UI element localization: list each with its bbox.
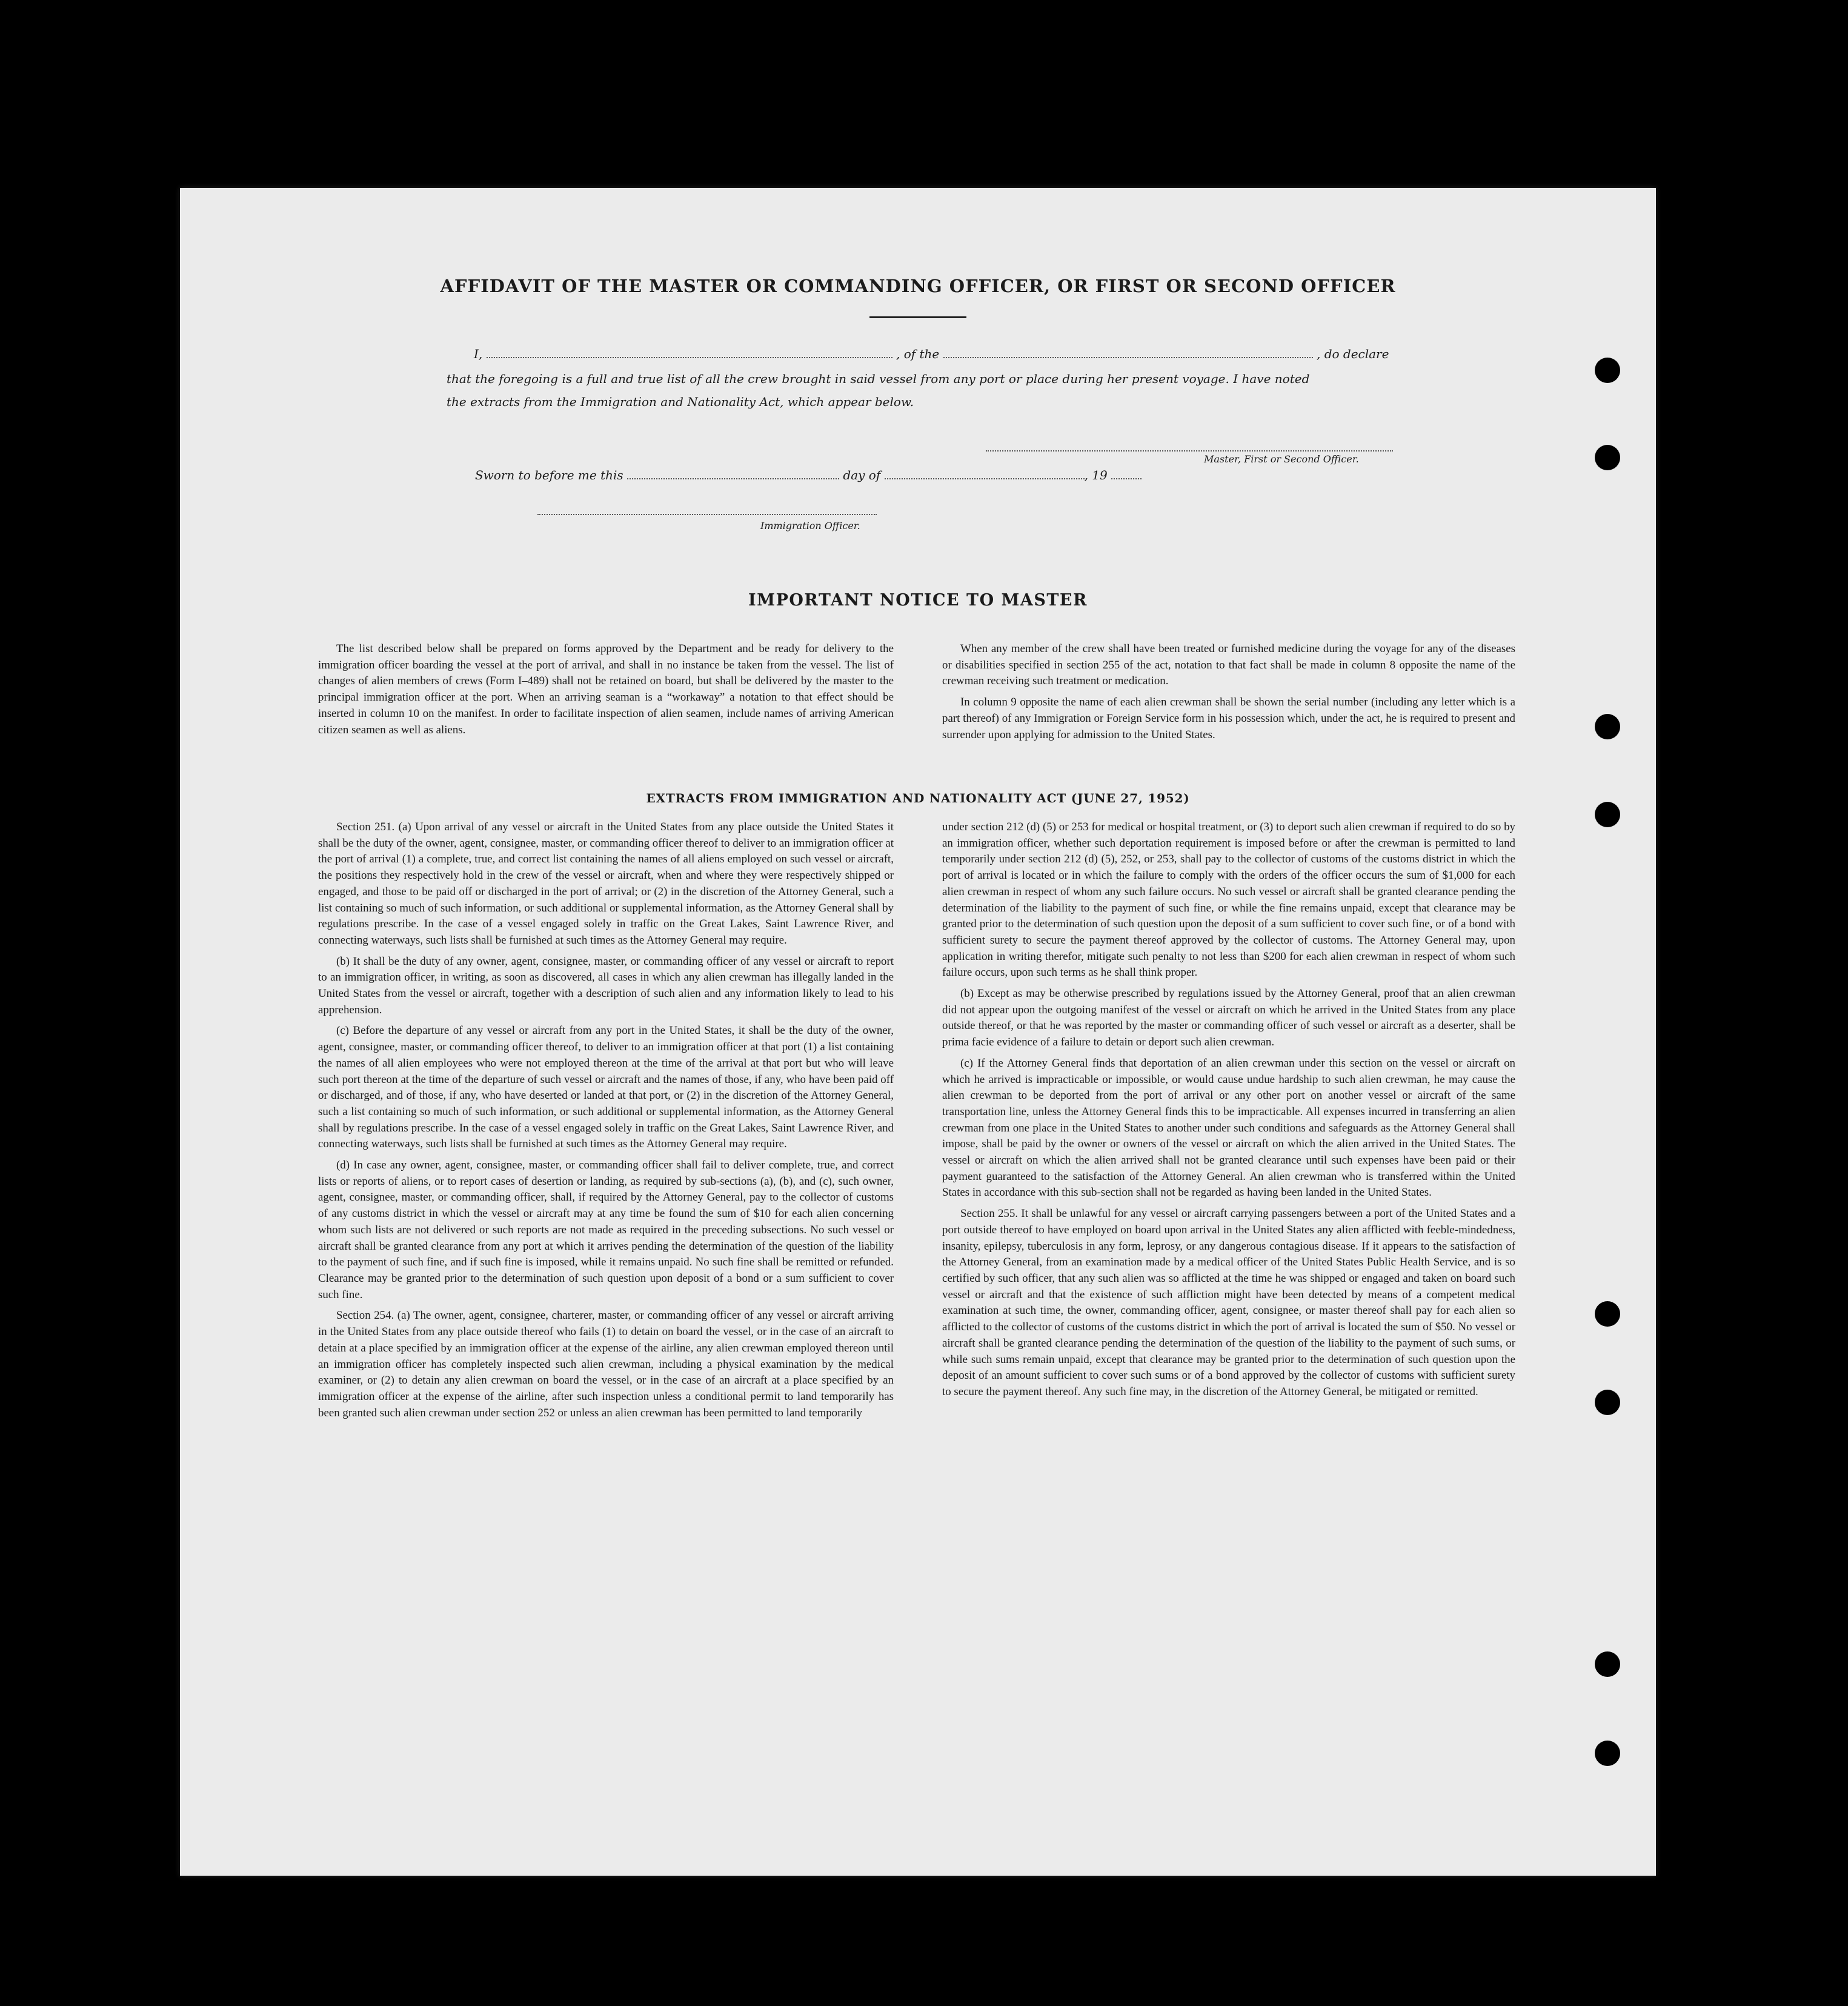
section-251-a: Section 251. (a) Upon arrival of any vessel or aircraft in the United States from any place outside the United States it shall be the duty of the owner, agent, consignee, master, or commanding officer thereof to deliver to an immigration officer at the port of arrival (1) a complete, true, and correct list containing the names of all aliens employed on such vessel or aircraft, the positions they respectively hold in the crew of the vessel or aircraft, when and where they were respectively shipped or engaged, and those to be paid off or discharged in the port of arrival; or (2) in the discretion of the Attorney General, such a list containing so much of such information, or such additional or supplemental information, as the Attorney General shall by regulations prescribe. In the case of a vessel engaged solely in traffic on the Great Lakes, Saint Lawrence River, and connecting waterways, such lists shall be furnished at such times as the Attorney General may require. — [318, 821, 894, 947]
notice-right-paragraph-2: In column 9 opposite the name of each alien crewman shall be shown the serial number (including any letter which is a part thereof) of any Immigration or Foreign Service form in his possession which, under the act, he is required to present and surrender upon applying for admission to the United States. — [942, 696, 1515, 741]
name-blank[interactable] — [487, 346, 892, 358]
notice-left-paragraph: The list described below shall be prepared on forms approved by the Department and be ready for delivery to the immigration officer boarding the vessel at the port of arrival, and shall in no instance be taken from the vessel. The list of changes of alien members of crews (Form I–489) shall not be retained on board, but shall be delivered by the master to the principal immigration officer at the port. When an arriving seaman is a “workaway” a notation to that effect should be inserted in column 10 on the manifest. In order to facilitate inspection of alien seamen, include names of arriving American citizen seamen as well as aliens. — [318, 642, 894, 736]
master-signature-label: Master, First or Second Officer. — [1204, 453, 1359, 465]
sworn-day-blank[interactable] — [627, 467, 839, 479]
section-251-b: (b) It shall be the duty of any owner, agent, consignee, master, or commanding officer of any vessel or aircraft to report to an immigration officer, in writing, as soon as discovered, all cases in which any alien crewman has illegally landed in the United States from the vessel or aircraft, together with a description of such alien and any information likely to lead to his apprehension. — [318, 955, 894, 1016]
declaration-line-1: that the foregoing is a full and true list of all the crew brought in said vessel from any port or place during her present voyage. I have noted — [447, 372, 1310, 386]
extracts-right-column — [942, 819, 1515, 1401]
day-of-label: day of — [843, 468, 881, 482]
sworn-label: Sworn to before me this — [475, 468, 623, 482]
section-254-c: (c) If the Attorney General finds that deportation of an alien crewman under this section on the vessel or aircraft on which he arrived is impracticable or impossible, or would cause undue hardship to such alien crewman, he may cause the alien crewman to be deported from the port of arrival or any other port on another vessel or aircraft of the same transportation line, unless the Attorney General finds this to be impracticable. All expenses incurred in transferring an alien crewman from one place in the United States to another under such conditions and safeguards as the Attorney General shall impose, shall be paid by the owner or owners of the vessel or aircraft on which the alien arrived in the United States. The vessel or aircraft on which the alien arrived shall not be granted clearance until such expenses have been paid or their payment guaranteed to the satisfaction of the Attorney General. An alien crewman who is transferred within the United States in accordance with this sub-section shall not be regarded as having been landed in the United States. — [942, 1056, 1515, 1199]
affidavit-title: AFFIDAVIT OF THE MASTER OR COMMANDING OFFICER, OR FIRST OR SECOND OFFICER — [440, 276, 1396, 296]
declaration-line-2: the extracts from the Immigration and Nationality Act, which appear below. — [447, 395, 914, 409]
of-the-label: , of the — [896, 347, 940, 361]
do-declare-label: , do declare — [1316, 347, 1389, 361]
document-page — [180, 188, 1656, 1876]
notice-left-column — [318, 641, 894, 738]
immigration-officer-label: Immigration Officer. — [760, 520, 860, 531]
punch-hole — [1595, 1651, 1620, 1677]
section-254-a: Section 254. (a) The owner, agent, consignee, charterer, master, or commanding officer of any vessel or aircraft arriving in the United States from any place outside thereof who fails (1) to detain on board the vessel, or in the case of an aircraft to detain at a place specified by an immigration officer at the expense of the airline, any alien crewman employed thereon until an immigration officer has completely inspected such alien crewman, including a physical examination by the medical examiner, or (2) to detain any alien crewman on board the vessel, or in the case of an aircraft at a place specified by an immigration officer at the expense of the airline, after such inspection unless a conditional permit to land temporarily has been granted such alien crewman under section 252 or unless an alien crewman has been permitted to land temporarily — [318, 1309, 894, 1419]
section-254-b: (b) Except as may be otherwise prescribed by regulations issued by the Attorney General, proof that an alien crewman did not appear upon the outgoing manifest of the vessel or aircraft on which he arrived in the United States from any place outside thereof, or that he was reported by the master or commanding officer of such vessel or aircraft as a deserter, shall be prima facie evidence of a failure to detain or deport such alien crewman. — [942, 987, 1515, 1049]
notice-title: IMPORTANT NOTICE TO MASTER — [748, 591, 1088, 610]
extracts-left-column — [318, 819, 894, 1421]
section-255: Section 255. It shall be unlawful for any vessel or aircraft carrying passengers between a port of the United States and a port outside thereof to have employed on board upon arrival in the United States any alien afflicted with feeble-mindedness, insanity, epilepsy, tuberculosis in any form, leprosy, or any dangerous contagious disease. If it appears to the satisfaction of the Attorney General, from an examination made by a medical officer of the United States Public Health Service, and is so certified by such officer, that any such alien was so afflicted at the time he was shipped or engaged and taken on board such vessel or aircraft and that the existence of such affliction might have been detected by means of a competent medical examination at such time, the owner, commanding officer, agent, consignee, or master thereof shall pay for each alien so afflicted to the collector of customs of the customs district in which the port of arrival is located the sum of $50. No vessel or aircraft shall be granted clearance pending the determination of the question of the liability to the payment of such sums, or while such sums remain unpaid, except that clearance may be granted prior to the determination of such question upon the deposit of an amount sufficient to cover such sums or of a bond approved by the collector of customs with sufficient surety to secure the payment thereof. Any such fine may, in the discretion of the Attorney General, be mitigated or remitted. — [942, 1207, 1515, 1398]
punch-hole — [1595, 358, 1620, 383]
sworn-line — [475, 464, 1263, 487]
sworn-year-blank[interactable] — [1111, 467, 1142, 479]
section-254-a-continued: under section 212 (d) (5) or 253 for medical or hospital treatment, or (3) to deport such alien crewman if required to do so by an immigration officer, whether such deportation requirement is imposed before or after the crewman is permitted to land temporarily under section 212 (d) (5), 252, or 253, shall pay to the collector of customs of the customs district in which the port of arrival is located or in which the failure to comply with the orders of the officer occurs the sum of $1,000 for each alien crewman in respect of whom any such failure occurs. No such vessel or aircraft shall be granted clearance pending the determination of the liability to the payment of such fine, or while the fine remains unpaid, except that clearance may be granted prior to the determination of such question upon the deposit of a sum sufficient to cover such fine, or of a bond with sufficient surety to secure the payment thereof approved by the collector of customs. The Attorney General may, upon application in writing therefor, mitigate such penalty to not less than $200 for each alien crewman in respect of whom such failure occurs, upon such terms as he shall think proper. — [942, 821, 1515, 979]
vessel-blank[interactable] — [943, 346, 1313, 358]
i-label: I, — [474, 347, 483, 361]
sworn-month-blank[interactable] — [885, 467, 1085, 479]
declaration-fill-line — [474, 342, 1504, 365]
section-251-c: (c) Before the departure of any vessel or aircraft from any port in the United States, it shall be the duty of the owner, agent, consignee, master, or commanding officer thereof, to deliver to an immigration officer at that port (1) a list containing the names of all alien employees who were not employed thereon at the time of the arrival at that port but who will leave such port thereon at the time of the departure of such vessel or aircraft and the names of those, if any, who have been paid off or discharged, and of those, if any, who have deserted or landed at that port, or (2) in the discretion of the Attorney General, such a list containing so much of such information, or such additional or supplemental information, as the Attorney General shall by regulations prescribe. In the case of a vessel engaged solely in traffic on the Great Lakes, Saint Lawrence River, and connecting waterways, such lists shall be furnished at such times as the Attorney General may require. — [318, 1024, 894, 1151]
punch-hole — [1595, 714, 1620, 739]
punch-hole — [1595, 445, 1620, 470]
notice-right-paragraph-1: When any member of the crew shall have been treated or furnished medicine during the voyage for any of the diseases or disabilities specified in section 255 of the act, notation to that fact shall be made in column 8 opposite the name of the crewman receiving such treatment or medication. — [942, 642, 1515, 688]
title-rule — [869, 316, 966, 318]
notice-right-column — [942, 641, 1515, 743]
year-label: , 19 — [1084, 468, 1108, 482]
immigration-officer-signature-line[interactable] — [537, 514, 877, 515]
section-251-d: (d) In case any owner, agent, consignee, master, or commanding officer shall fail to deliver complete, true, and correct lists or reports of aliens, or to report cases of desertion or landing, as required by sub-sections (a), (b), and (c), such owner, agent, consignee, master, or commanding officer, shall, if required by the Attorney General, pay to the collector of customs of any customs district in which the vessel or aircraft may at any time be found the sum of $10 for each alien concerning whom such lists are not delivered or such reports are not made as required in the preceding subsections. No such vessel or aircraft shall be granted clearance from any port at which it arrives pending the determination of the question of the liability to the payment of such fine, and if such fine is imposed, while it remains unpaid. No such fine shall be remitted or refunded. Clearance may be granted prior to the determination of such question upon deposit of a bond or a sum sufficient to cover such fine. — [318, 1159, 894, 1301]
punch-hole — [1595, 1390, 1620, 1415]
punch-hole — [1595, 802, 1620, 827]
extracts-title: EXTRACTS FROM IMMIGRATION AND NATIONALITY ACT (JUNE 27, 1952) — [646, 791, 1190, 805]
punch-hole — [1595, 1301, 1620, 1327]
master-signature-line[interactable] — [986, 450, 1393, 452]
punch-hole — [1595, 1741, 1620, 1766]
